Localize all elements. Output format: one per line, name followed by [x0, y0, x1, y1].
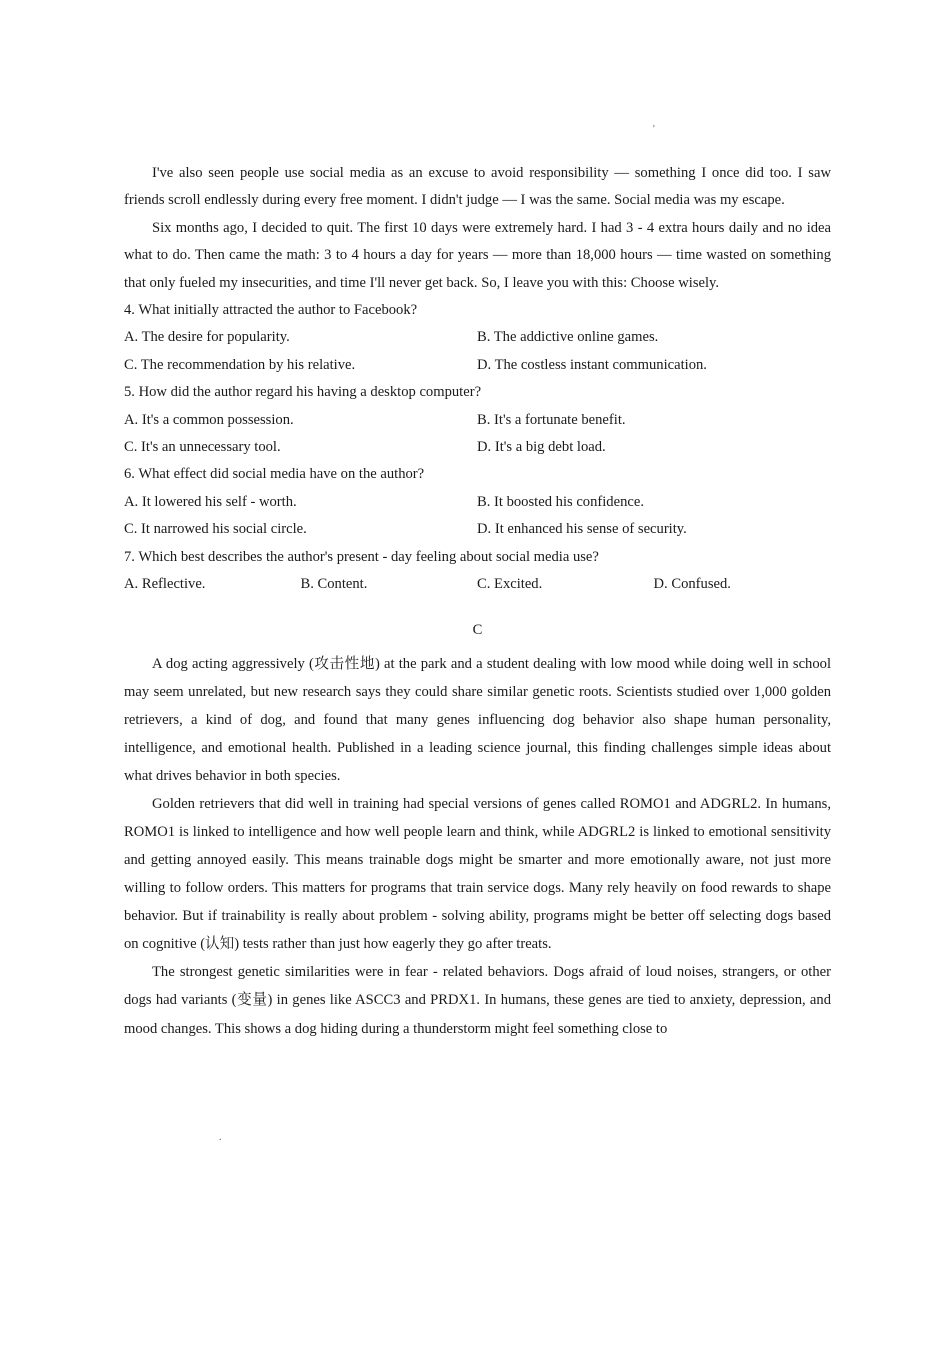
page-mark-bottom: .: [219, 1132, 222, 1143]
option-c: C. It narrowed his social circle.: [124, 521, 307, 538]
option-b: B. It's a fortunate benefit.: [477, 411, 626, 428]
question-stem: 4. What initially attracted the author to Facebook?: [124, 302, 418, 319]
option-b: B. Content.: [300, 576, 368, 593]
option-a: A. It lowered his self - worth.: [124, 493, 297, 510]
option-a: A. The desire for popularity.: [124, 329, 290, 346]
section-heading: C: [472, 621, 483, 638]
option-d: D. It enhanced his sense of security.: [477, 521, 687, 538]
document-page: [124, 160, 831, 1043]
question-5: [124, 379, 831, 461]
question-stem: 7. Which best describes the author's present - day feeling about social media use?: [124, 548, 599, 565]
option-d: D. Confused.: [653, 576, 731, 593]
option-c: C. The recommendation by his relative.: [124, 356, 356, 373]
question-6: [124, 461, 831, 543]
option-a: A. Reflective.: [124, 576, 206, 593]
option-b: B. The addictive online games.: [477, 329, 659, 346]
option-d: D. The costless instant communication.: [477, 356, 707, 373]
question-stem: 6. What effect did social media have on the author?: [124, 466, 425, 483]
option-d: D. It's a big debt load.: [477, 439, 606, 456]
option-a: A. It's a common possession.: [124, 411, 294, 428]
passage-c-paragraph-3: The strongest genetic similarities were in fear - related behaviors. Dogs afraid of loud noises, strangers, or other dogs had variants (变量) in genes like ASCC3 and PRDX1. In humans, these genes are tied to anxiety, depression, and mood changes. This shows a dog hiding during a thunderstorm might feel something close to: [124, 963, 831, 1037]
option-b: B. It boosted his confidence.: [477, 493, 644, 510]
question-stem: 5. How did the author regard his having a desktop computer?: [124, 384, 482, 401]
question-7: [124, 544, 831, 599]
passage-c-paragraph-1: A dog acting aggressively (攻击性地) at the park and a student dealing with low mood while doing well in school may seem unrelated, but new research says they could share similar genetic roots. Scientists studied over 1,000 golden retrievers, a kind of dog, and found that many genes influencing dog behavior also shape human personality, intelligence, and emotional health. Published in a leading science journal, this finding challenges simple ideas about what drives behavior in both species.: [124, 655, 831, 784]
passage-b-paragraph-1: I've also seen people use social media as an excuse to avoid responsibility — something I once did too. I saw friends scroll endlessly during every free moment. I didn't judge — I was the same. Social media was my escape.: [124, 165, 831, 209]
option-c: C. It's an unnecessary tool.: [124, 439, 281, 456]
passage-b-paragraph-2: Six months ago, I decided to quit. The first 10 days were extremely hard. I had 3 - 4 extra hours daily and no idea what to do. Then came the math: 3 to 4 hours a day for years — more than 18,000 hours — time wasted on something that only fueled my insecurities, and time I'll never get back. So, I leave you with this: Choose wisely.: [124, 219, 831, 291]
passage-c-paragraph-2: Golden retrievers that did well in training had special versions of genes called ROMO1 and ADGRL2. In humans, ROMO1 is linked to intelligence and how well people learn and think, while ADGRL2 is linked to emotional sensitivity and getting annoyed easily. This means trainable dogs might be smarter and more emotionally aware, not just more willing to follow orders. This matters for programs that train service dogs. Many rely heavily on food rewards to shape behavior. But if trainability is really about problem - solving ability, programs might be better off selecting dogs based on cognitive (认知) tests rather than just how eagerly they go after treats.: [124, 795, 831, 952]
option-c: C. Excited.: [477, 576, 543, 593]
page-mark-top: ': [653, 124, 655, 135]
question-4: [124, 297, 831, 379]
